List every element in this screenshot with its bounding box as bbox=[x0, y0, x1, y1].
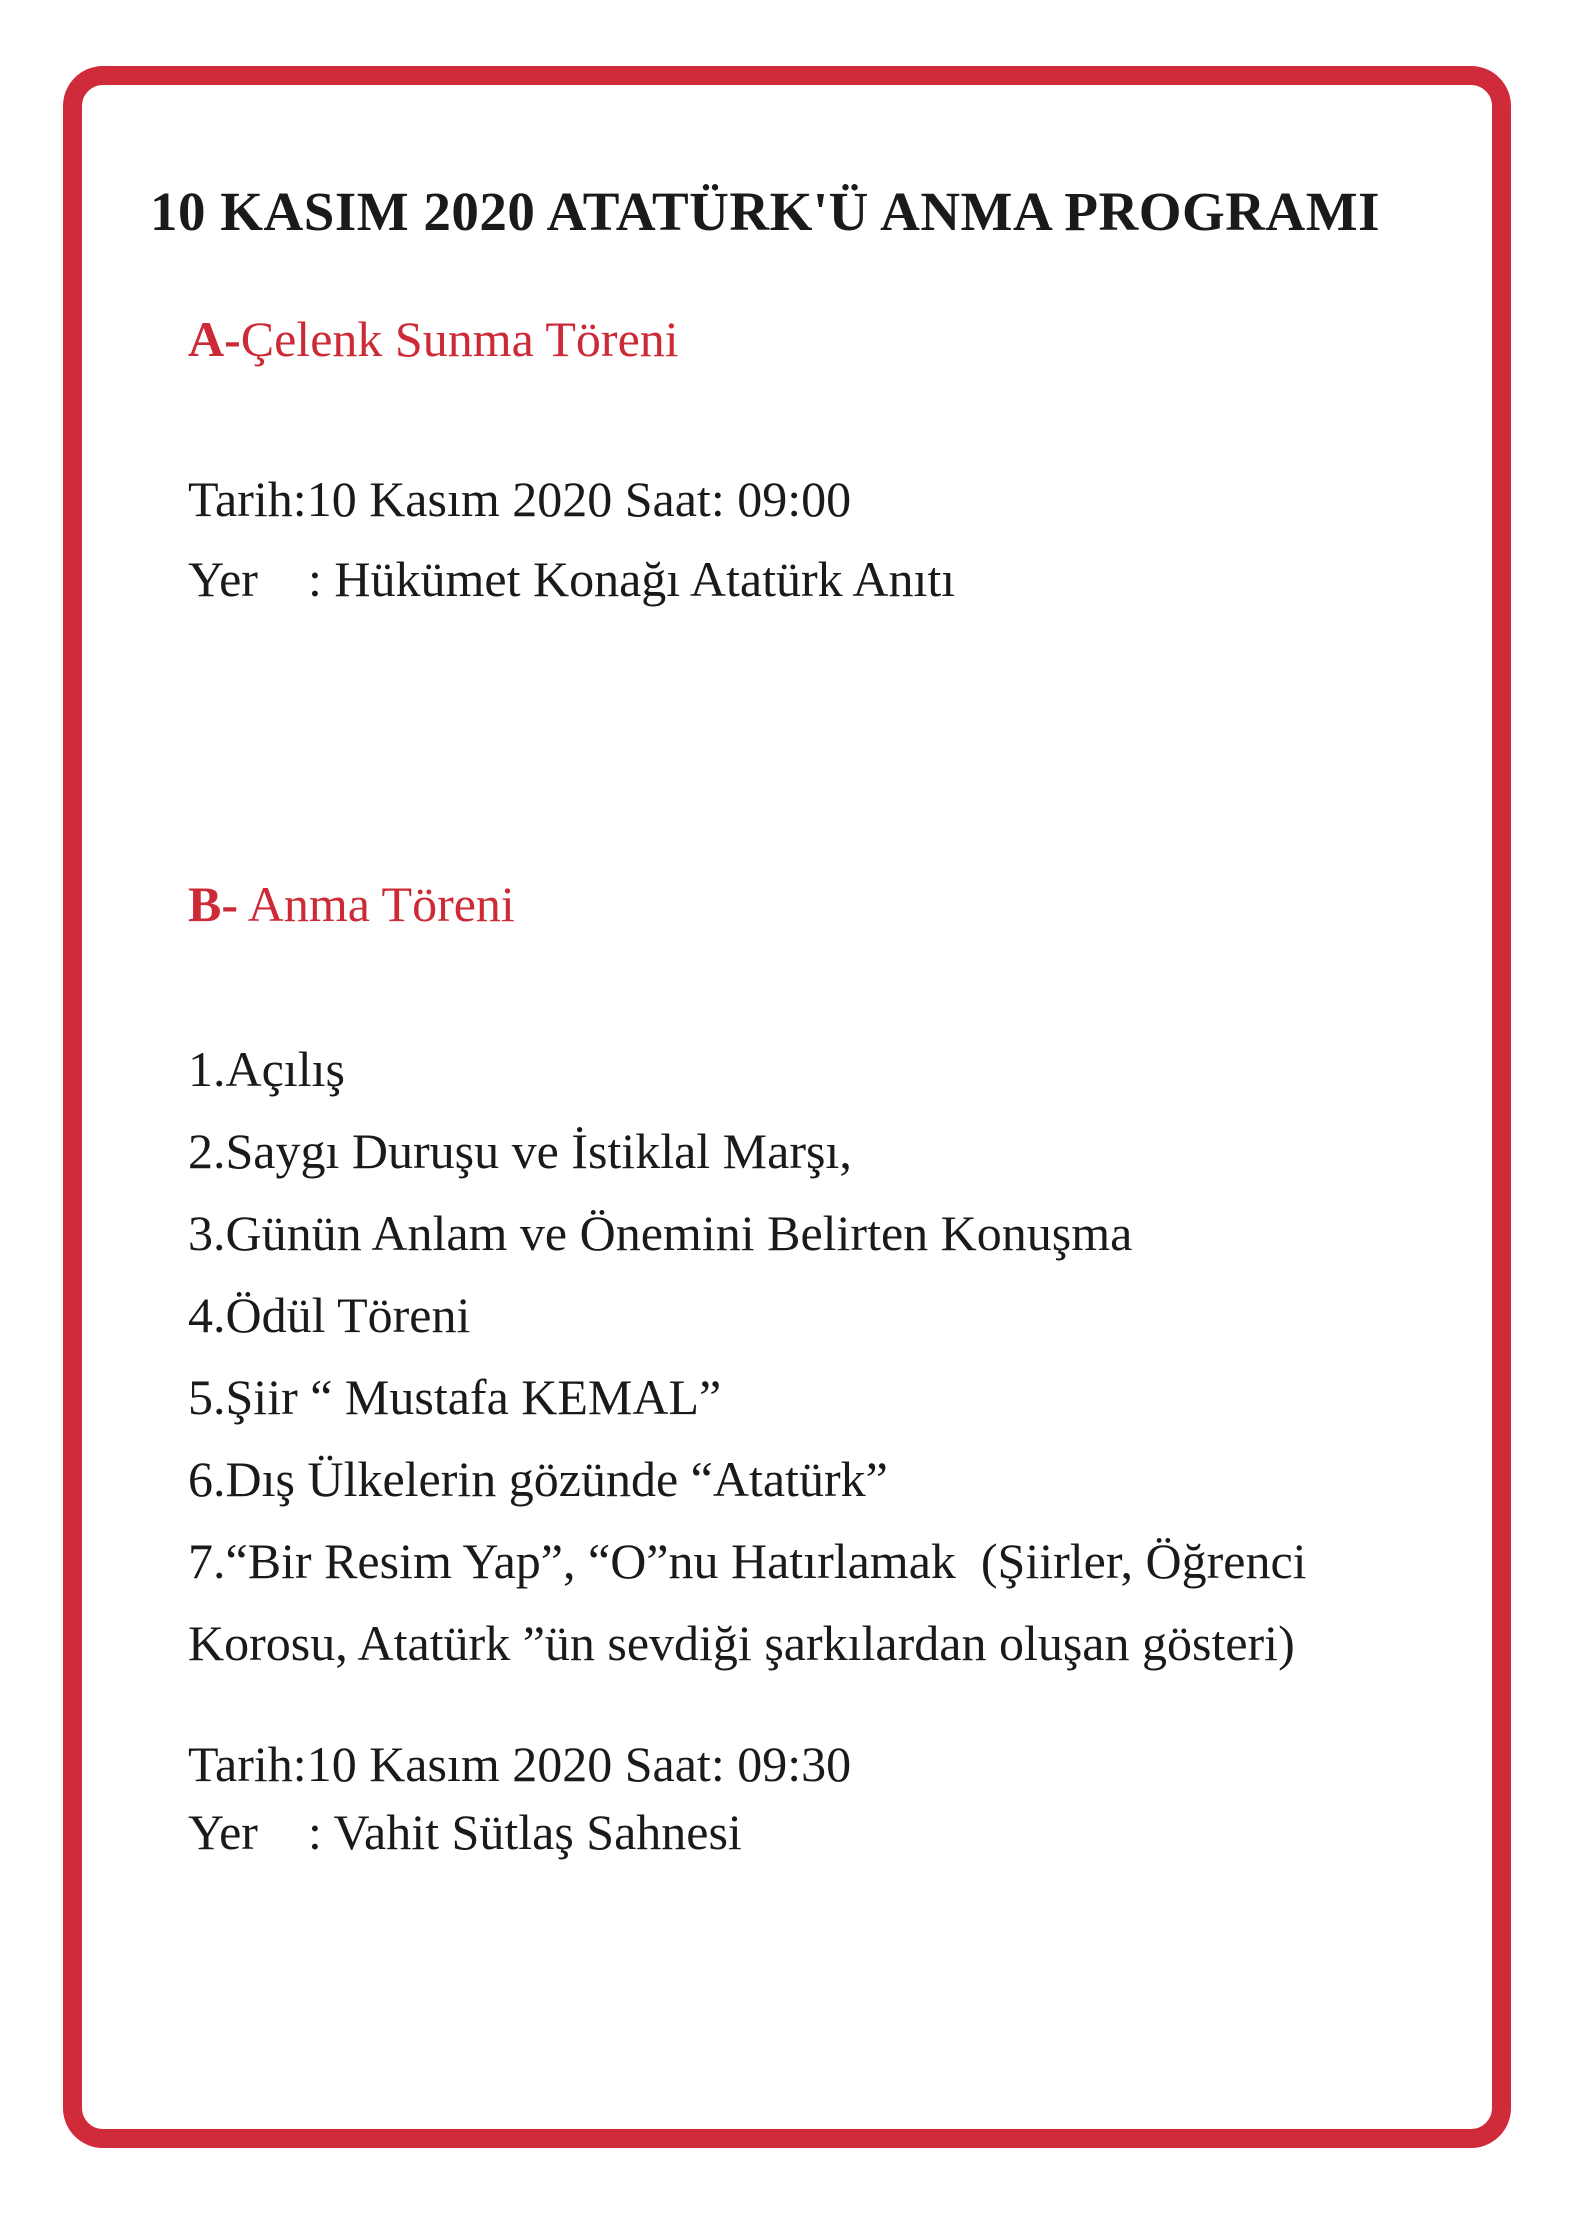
program-item: 1.Açılış bbox=[188, 1041, 345, 1097]
section-a-date-line bbox=[188, 470, 851, 528]
section-b-place-label: Yer bbox=[188, 1804, 258, 1860]
section-a-place-line bbox=[188, 550, 955, 608]
section-b-place-value: : Vahit Sütlaş Sahnesi bbox=[308, 1804, 742, 1860]
section-b-date-label: Tarih: bbox=[188, 1736, 307, 1792]
program-item: 6.Dış Ülkelerin gözünde “Atatürk” bbox=[188, 1451, 888, 1507]
section-a-place-value: : Hükümet Konağı Atatürk Anıtı bbox=[308, 551, 956, 607]
section-a-place-label: Yer bbox=[188, 551, 258, 607]
section-b-title: Anma Töreni bbox=[238, 876, 515, 932]
section-a-heading bbox=[188, 310, 679, 368]
program-item: 2.Saygı Duruşu ve İstiklal Marşı, bbox=[188, 1123, 852, 1179]
section-a-prefix: A- bbox=[188, 311, 241, 367]
section-a-date-value: 10 Kasım 2020 Saat: 09:00 bbox=[306, 471, 852, 527]
section-a-title: Çelenk Sunma Töreni bbox=[240, 311, 679, 367]
section-a-date-label: Tarih: bbox=[188, 471, 307, 527]
program-item-continuation: Korosu, Atatürk ”ün sevdiği şarkılardan oluşan gösteri) bbox=[188, 1615, 1295, 1671]
page-title: 10 KASIM 2020 ATATÜRK'Ü ANMA PROGRAMI bbox=[150, 181, 1381, 242]
section-b-prefix: B- bbox=[188, 876, 238, 932]
section-b-date-line bbox=[188, 1735, 851, 1793]
program-item: 7.“Bir Resim Yap”, “O”nu Hatırlamak (Şiirler, Öğrenci bbox=[188, 1533, 1307, 1589]
program-item: 3.Günün Anlam ve Önemini Belirten Konuşma bbox=[188, 1205, 1133, 1261]
program-item: 5.Şiir “ Mustafa KEMAL” bbox=[188, 1369, 722, 1425]
section-b-place-line bbox=[188, 1803, 742, 1861]
section-b-heading bbox=[188, 875, 515, 933]
program-item: 4.Ödül Töreni bbox=[188, 1287, 471, 1343]
section-b-date-value: 10 Kasım 2020 Saat: 09:30 bbox=[306, 1736, 852, 1792]
